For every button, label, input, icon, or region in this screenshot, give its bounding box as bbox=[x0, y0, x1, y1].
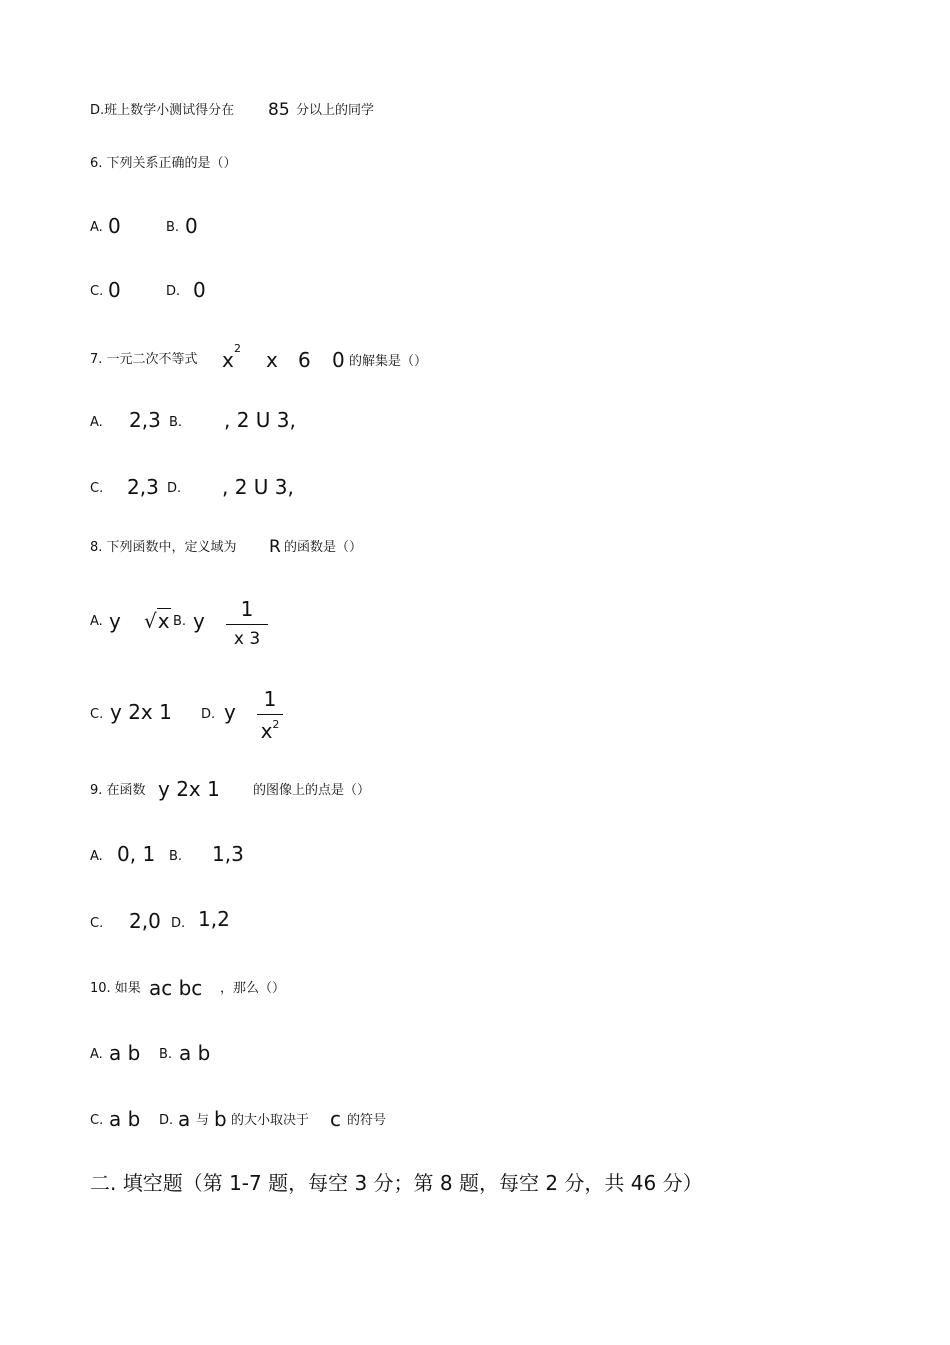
q8-option-c-expr: y 2x 1 bbox=[110, 700, 172, 724]
q9-option-b-label: B. bbox=[169, 849, 183, 864]
q9-option-c-value: 2,0 bbox=[129, 909, 161, 933]
q8-option-a-label: A. bbox=[90, 614, 103, 629]
q8-option-b-label: B. bbox=[173, 614, 187, 629]
q10-option-d-b: b bbox=[214, 1107, 227, 1131]
q7-option-a-value: 2,3 bbox=[129, 408, 161, 432]
q10-option-c-label: C. bbox=[90, 1113, 104, 1128]
q7-six: 6 bbox=[298, 348, 311, 372]
q5-option-d-tail: 分以上的同学 bbox=[296, 103, 375, 118]
q7-exponent: 2 bbox=[234, 342, 241, 355]
q8-domain-R: R bbox=[269, 537, 281, 557]
q6-option-a-value: 0 bbox=[108, 214, 121, 238]
q8-option-b-y: y bbox=[193, 609, 205, 633]
q5-option-d-number: 85 bbox=[268, 100, 290, 120]
question-8-stem: 8. 下列函数中，定义域为 bbox=[90, 540, 237, 555]
sqrt-sign-icon: √ bbox=[144, 609, 157, 633]
q10-option-b-expr: a b bbox=[179, 1041, 211, 1065]
q7-option-d-value: , 2 U 3, bbox=[222, 475, 294, 499]
q10-option-d-with: 与 bbox=[196, 1113, 210, 1128]
q10-option-c-expr: a b bbox=[109, 1107, 141, 1131]
question-6-stem: 6. 下列关系正确的是（） bbox=[90, 156, 237, 171]
q10-condition-expr: ac bc bbox=[149, 976, 203, 1000]
fraction-denominator: x 3 bbox=[233, 629, 261, 649]
denominator-exponent: 2 bbox=[272, 718, 280, 731]
q8-option-d-fraction bbox=[257, 687, 283, 743]
q10-stem-tail: ，那么（） bbox=[220, 981, 286, 996]
q7-option-c-label: C. bbox=[90, 481, 104, 496]
q6-option-d-label: D. bbox=[166, 284, 181, 299]
q8-stem-tail: 的函数是（） bbox=[284, 540, 363, 555]
q9-option-c-label: C. bbox=[90, 916, 104, 931]
q6-option-b-label: B. bbox=[166, 220, 180, 235]
q9-function-expr: y 2x 1 bbox=[158, 777, 220, 801]
q10-option-d-mid: 的大小取决于 bbox=[231, 1113, 310, 1128]
question-10-stem: 10. 如果 bbox=[90, 981, 141, 996]
q7-option-b-value: , 2 U 3, bbox=[224, 408, 296, 432]
option-text: 班上数学小测试得分在 bbox=[104, 103, 235, 118]
q7-option-d-label: D. bbox=[167, 481, 182, 496]
q7-option-c-value: 2,3 bbox=[127, 475, 159, 499]
fraction-numerator: 1 bbox=[226, 597, 268, 625]
q9-option-b-value: 1,3 bbox=[212, 842, 244, 866]
q7-x: x bbox=[222, 348, 234, 372]
fraction-denominator bbox=[257, 715, 283, 743]
q10-option-b-label: B. bbox=[159, 1047, 173, 1062]
q5-option-d bbox=[90, 104, 234, 117]
q6-option-d-value: 0 bbox=[193, 278, 206, 302]
q7-x-linear: x bbox=[266, 348, 278, 372]
q10-option-a-expr: a b bbox=[109, 1041, 141, 1065]
q8-option-a-sqrt bbox=[144, 609, 171, 633]
question-9-stem: 9. 在函数 bbox=[90, 783, 146, 798]
q9-stem-tail: 的图像上的点是（） bbox=[253, 783, 371, 798]
q6-option-c-value: 0 bbox=[108, 278, 121, 302]
q8-option-c-label: C. bbox=[90, 707, 104, 722]
q7-zero: 0 bbox=[332, 348, 345, 372]
q8-option-b-fraction bbox=[226, 597, 268, 649]
q10-option-d-label: D. bbox=[159, 1113, 174, 1128]
denominator-base: x bbox=[260, 719, 273, 743]
q6-option-c-label: C. bbox=[90, 284, 104, 299]
q7-stem-tail: 的解集是（） bbox=[349, 354, 428, 369]
q8-option-d-y: y bbox=[224, 700, 236, 724]
q8-option-a-y: y bbox=[109, 609, 121, 633]
question-7-stem: 7. 一元二次不等式 bbox=[90, 352, 198, 367]
q10-option-d-tail: 的符号 bbox=[347, 1113, 387, 1128]
q6-option-a-label: A. bbox=[90, 220, 103, 235]
q10-option-d-a: a bbox=[178, 1107, 191, 1131]
q7-option-b-label: B. bbox=[169, 415, 183, 430]
q9-option-d-value: 1,2 bbox=[198, 907, 230, 931]
fraction-numerator: 1 bbox=[257, 687, 283, 715]
q8-option-d-label: D. bbox=[201, 707, 216, 722]
sqrt-radicand: x bbox=[157, 609, 170, 633]
q6-option-b-value: 0 bbox=[185, 214, 198, 238]
q9-option-d-label: D. bbox=[171, 916, 186, 931]
q7-option-a-label: A. bbox=[90, 415, 103, 430]
q10-option-a-label: A. bbox=[90, 1047, 103, 1062]
section-2-heading: 二. 填空题（第 1-7 题，每空 3 分；第 8 题，每空 2 分，共 46 分） bbox=[90, 1171, 703, 1195]
option-label: D. bbox=[90, 103, 105, 118]
q9-option-a-value: 0, 1 bbox=[117, 842, 156, 866]
q9-option-a-label: A. bbox=[90, 849, 103, 864]
q10-option-d-c: c bbox=[330, 1107, 341, 1131]
